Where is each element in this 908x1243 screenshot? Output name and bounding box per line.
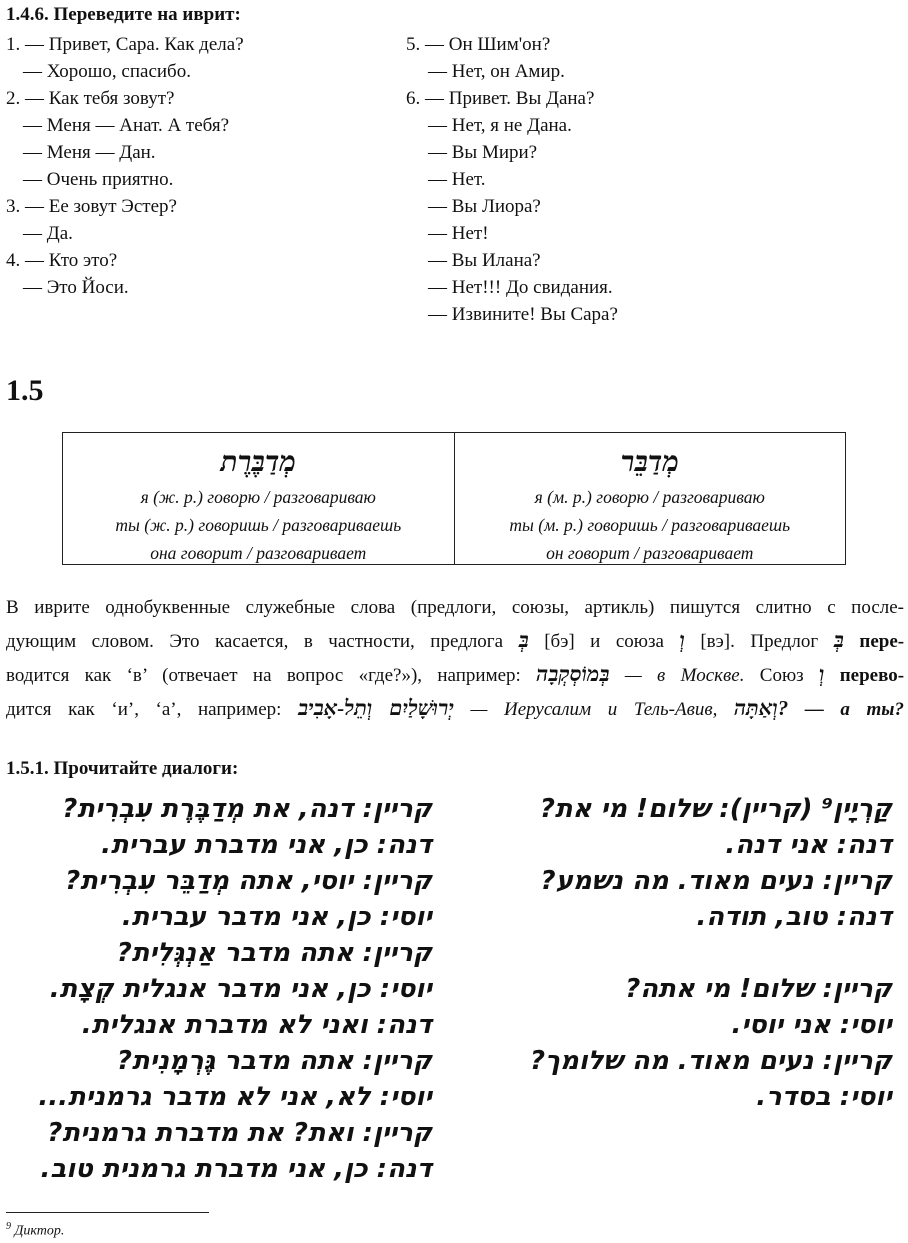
hebrew-prefix: וְ [819, 662, 825, 686]
dialogue-line: קריין: אתה מדבר אַנְגְּלִית? [116, 938, 432, 968]
dialogue-right [460, 794, 892, 1114]
text: пере- [859, 631, 905, 652]
dialogue-line: יוסי: אני יוסי. [731, 1010, 892, 1040]
list-item: — Вы Мири? [428, 142, 538, 163]
translation-line: она говорит / разговаривает [150, 543, 367, 563]
text: — Иерусалим и Тель-Авив, [470, 699, 718, 720]
list-item: — Нет, я не Дана. [428, 115, 572, 136]
dialogue-line: דנה: אני דנה. [725, 830, 892, 860]
hebrew-prefix: וְ [679, 628, 685, 652]
list-item: — Нет. [428, 169, 486, 190]
dialogue-line: דנה: ואני לא מדברת אנגלית. [81, 1010, 432, 1040]
list-item: — Нет!!! До свидания. [428, 277, 613, 298]
paragraph-line: В иврите однобуквенные служебные слова (предлоги, союзы, артикль) пишутся слитно с после- [6, 597, 904, 618]
list-item: — Да. [23, 223, 73, 244]
dialogue-line: קריין: נעים מאוד. מה שלומך? [529, 1046, 892, 1076]
hebrew-prefix: בְּ [518, 628, 529, 652]
vocabulary-table [62, 432, 846, 565]
dialogue-line: יוסי: כן, אני מדבר עברית. [121, 902, 432, 932]
list-item: — Извините! Вы Сара? [428, 304, 618, 325]
text: водится как ‘в’ (отвечает на вопрос «где?»), например: [6, 665, 521, 686]
dialogue-line: יוסי: לא, אני לא מדבר גרמנית... [38, 1082, 432, 1112]
dialogue-line: יוסי: כן, אני מדבר אנגלית קְצָת. [49, 974, 432, 1004]
dialogue-line: קריין: אתה מדבר גֶּרְמָנִית? [116, 1046, 432, 1076]
list-item: — Это Йоси. [23, 277, 129, 298]
list-item: 6. — Привет. Вы Дана? [406, 88, 595, 109]
paragraph-line [6, 658, 904, 692]
text: дится как ‘и’, ‘а’, например: [6, 699, 282, 720]
list-item: — Нет! [428, 223, 489, 244]
dialogue-line: דנה: טוב, תודה. [696, 902, 892, 932]
text: Союз [759, 665, 804, 686]
list-item: — Вы Илана? [428, 250, 541, 271]
translation-line: он говорит / разговаривает [546, 543, 754, 563]
dialogue-left [0, 794, 432, 1184]
dialogue-line: קריין: דנה, את מְדַבֶּרֶת עִבְרִית? [62, 794, 432, 824]
footnote-divider [6, 1212, 209, 1213]
text: — в Москве. [624, 665, 745, 686]
text: дующим словом. Это касается, в частности, предлога [6, 631, 504, 652]
dialogue-line: יוסי: בסדר. [756, 1082, 892, 1112]
dialogue-line: קריין: ואת? את מדברת גרמנית? [47, 1118, 432, 1148]
hebrew-example: בְּמוֹסְקְבָה [536, 662, 610, 686]
dialogue-line: קריין: יוסי, אתה מְדַבֵּר עִבְרִית? [65, 866, 432, 896]
section-title: 1.5 [6, 374, 44, 407]
list-item: 3. — Ее зовут Эстер? [6, 196, 177, 217]
footnote [6, 1221, 64, 1240]
dialogue-line: קַרְיָין⁹ (קריין): שלום! מי את? [539, 794, 892, 824]
text: перево- [839, 665, 905, 686]
list-item: 5. — Он Шим'он? [406, 34, 551, 55]
list-item: — Хорошо, спасибо. [23, 61, 191, 82]
paragraph-line [6, 692, 904, 726]
text: — а ты? [804, 699, 904, 720]
hebrew-word: מְדַבֶּרֶת [220, 447, 296, 478]
hebrew-example: ?וְאַתָּה [733, 696, 789, 720]
hebrew-word: מְדַבֵּר [620, 447, 679, 478]
list-item: — Меня — Анат. А тебя? [23, 115, 230, 136]
paragraph-line [6, 624, 904, 658]
vocab-cell-feminine [63, 433, 454, 564]
grammar-paragraph [6, 592, 904, 726]
dialogue-line: קריין: נעים מאוד. מה נשמע? [540, 866, 892, 896]
list-item: 4. — Кто это? [6, 250, 118, 271]
list-item: 1. — Привет, Сара. Как дела? [6, 34, 244, 55]
text: [вэ]. Предлог [700, 631, 819, 652]
list-item: — Очень приятно. [23, 169, 174, 190]
list-item: 2. — Как тебя зовут? [6, 88, 175, 109]
list-item: — Нет, он Амир. [428, 61, 565, 82]
translation-line: ты (м. р.) говоришь / разговариваешь [509, 515, 791, 535]
dialogue-line: דנה: כן, אני מדברת גרמנית טוב. [40, 1154, 432, 1184]
hebrew-example: יְרוּשָׁלַיִם וְתֵל-אָבִיב [298, 696, 454, 720]
dialogue-line: דנה: כן, אני מדברת עברית. [101, 830, 432, 860]
hebrew-prefix: בְּ [833, 628, 844, 652]
exercise-146-right-column [406, 31, 618, 328]
text: [бэ] и союза [544, 631, 664, 652]
exercise-151-title: 1.5.1. Прочитайте диалоги: [6, 758, 239, 779]
translation-line: я (м. р.) говорю / разговариваю [534, 487, 765, 507]
dialogue-line: קריין: שלום! מי אתה? [625, 974, 892, 1004]
translation-line: я (ж. р.) говорю / разговариваю [140, 487, 376, 507]
footnote-mark: 9 [6, 1221, 11, 1232]
translation-line: ты (ж. р.) говоришь / разговариваешь [115, 515, 402, 535]
footnote-text: Диктор. [14, 1223, 65, 1239]
list-item: — Вы Лиора? [428, 196, 541, 217]
exercise-146-left-column [6, 31, 244, 301]
list-item: — Меня — Дан. [23, 142, 156, 163]
vocab-cell-masculine [454, 433, 846, 564]
exercise-146-title: 1.4.6. Переведите на иврит: [6, 4, 241, 25]
